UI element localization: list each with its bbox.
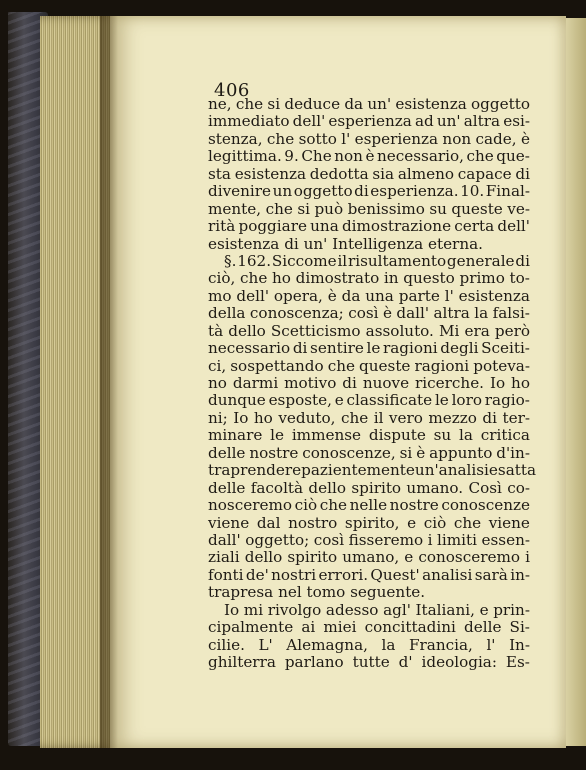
text-line: cilie. L' Alemagna, la Francia, l' In- — [208, 635, 530, 654]
text-line: fonti de' nostri errori. Quest' analisi sarà in- — [208, 565, 530, 584]
text-line: della conoscenza; così è dall' altra la falsi- — [208, 304, 530, 323]
text-line: sta esistenza dedotta sia almeno capace di — [208, 164, 530, 183]
text-line: traprendere pazientemente un' analisi esatta — [208, 461, 537, 480]
text-line: necessario di sentire le ragioni degli Sceiti- — [208, 339, 530, 358]
text-line: delle nostre conoscenze, si è appunto d'in- — [208, 443, 530, 462]
text-line: viene dal nostro spirito, e ciò che viene — [208, 513, 530, 532]
text-line: Io mi rivolgo adesso agl' Italiani, e prin- — [224, 600, 530, 619]
text-line: ciò, che ho dimostrato in questo primo to- — [208, 269, 530, 288]
text-line: legittima. 9. Che non è necessario, che que- — [208, 147, 530, 166]
text-line: rità poggiare una dimostrazione certa dell' — [208, 217, 530, 236]
text-line: ghilterra parlano tutte d' ideologia: Es- — [208, 653, 530, 671]
body-text — [208, 95, 537, 671]
text-line: immediato dell' esperienza ad un' altra esi- — [208, 112, 530, 131]
text-line: mente, che si può benissimo su queste ve- — [208, 199, 530, 218]
text-line: delle facoltà dello spirito umano. Così co- — [208, 478, 530, 497]
text-line: ne, che si deduce da un' esistenza oggetto — [208, 95, 530, 113]
text-line: tà dello Scetticismo assoluto. Mi era però — [208, 321, 530, 340]
facing-page-edge — [566, 18, 586, 746]
text-line: dall' oggetto; così fisseremo i limiti essen- — [208, 530, 530, 549]
text-line: no darmi motivo di nuove ricerche. Io ho — [208, 374, 530, 392]
text-line: cipalmente ai miei concittadini delle Si- — [208, 618, 530, 637]
text-line: ni; Io ho veduto, che il vero mezzo di ter- — [208, 408, 530, 427]
text-line: dunque esposte, e classificate le loro ragio- — [208, 391, 530, 410]
text-line: nosceremo ciò che nelle nostre conoscenze — [208, 496, 530, 515]
page-number: 406 — [214, 80, 250, 101]
text-line: mo dell' opera, è da una parte l' esistenza — [208, 286, 530, 305]
text-line: minare le immense dispute su la critica — [208, 426, 530, 445]
text-line: trapresa nel tomo seguente. — [208, 583, 426, 602]
text-line: stenza, che sotto l' esperienza non cade, è — [208, 129, 530, 148]
text-line: divenire un oggetto di esperienza. 10. Final- — [208, 182, 530, 201]
text-line: ci, sospettando che queste ragioni poteva- — [208, 356, 530, 375]
text-line: esistenza di un' Intelligenza eterna. — [208, 234, 483, 253]
text-line: ziali dello spirito umano, e conosceremo i — [208, 548, 530, 567]
text-line: §. 162. Siccome il risultamento generale di — [224, 251, 530, 270]
page-gutter-shadow — [100, 16, 118, 748]
